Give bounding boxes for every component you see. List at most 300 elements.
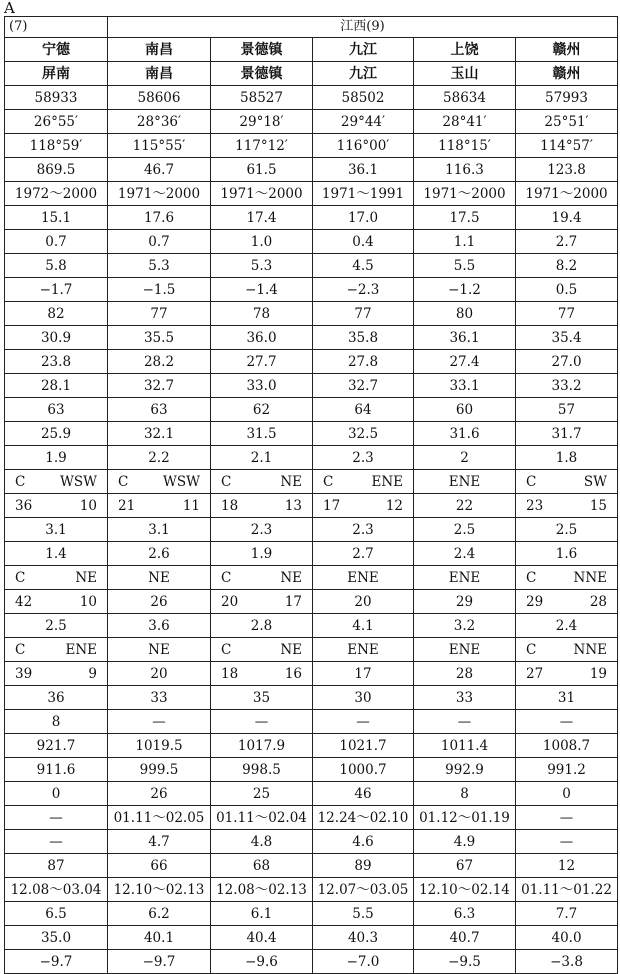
table-cell: 20 xyxy=(313,590,414,614)
cell-pair xyxy=(5,471,107,493)
table-cell: 67 xyxy=(414,854,516,878)
table-cell: 1972～2000 xyxy=(5,182,108,206)
cell-pair xyxy=(5,591,107,613)
cell-pair xyxy=(108,495,210,517)
table-cell: 1.1 xyxy=(414,230,516,254)
table-cell: 1.6 xyxy=(516,542,618,566)
table-cell: 2.4 xyxy=(516,614,618,638)
table-cell: 12.07～03.05 xyxy=(313,878,414,902)
table-row xyxy=(5,494,618,518)
cell-pair xyxy=(5,663,107,685)
table-row xyxy=(5,350,618,374)
cell-part-left: C xyxy=(526,641,537,658)
table-cell: 20 xyxy=(108,662,211,686)
table-cell: 26°55′ xyxy=(5,110,108,134)
cell-part-right: 16 xyxy=(284,665,302,682)
table-row xyxy=(5,398,618,422)
table-cell: 6.2 xyxy=(108,902,211,926)
table-row xyxy=(5,470,618,494)
table-cell: 60 xyxy=(414,398,516,422)
table-cell: — xyxy=(313,710,414,734)
table-cell: 27.7 xyxy=(211,350,313,374)
cell-part-left: 20 xyxy=(221,593,239,610)
cell-pair xyxy=(516,639,617,661)
table-row xyxy=(5,614,618,638)
cell-pair xyxy=(313,471,413,493)
cell-part-right: NE xyxy=(280,473,302,490)
table-cell xyxy=(211,590,313,614)
cell-part-left: 29 xyxy=(526,593,544,610)
table-cell: 32.7 xyxy=(108,374,211,398)
table-cell: 29 xyxy=(414,590,516,614)
table-cell: 33 xyxy=(108,686,211,710)
table-cell: 5.5 xyxy=(414,254,516,278)
table-cell: 32.7 xyxy=(313,374,414,398)
table-cell: 40.0 xyxy=(516,926,618,950)
table-cell: 1.9 xyxy=(211,542,313,566)
table-cell: 58502 xyxy=(313,86,414,110)
table-cell: 12.10～02.13 xyxy=(108,878,211,902)
cell-part-left: 23 xyxy=(526,497,544,514)
table-row xyxy=(5,806,618,830)
table-cell: −7.0 xyxy=(313,950,414,974)
table-row xyxy=(5,302,618,326)
table-cell: 2.1 xyxy=(211,446,313,470)
table-cell: 28°36′ xyxy=(108,110,211,134)
cell-part-left: 36 xyxy=(15,497,33,514)
table-cell: −3.8 xyxy=(516,950,618,974)
table-cell: — xyxy=(108,710,211,734)
table-cell: 12.24～02.10 xyxy=(313,806,414,830)
table-cell: 87 xyxy=(5,854,108,878)
table-cell: 17.5 xyxy=(414,206,516,230)
table-cell: −1.4 xyxy=(211,278,313,302)
table-cell: 77 xyxy=(108,302,211,326)
table-cell: 1971～2000 xyxy=(516,182,618,206)
table-cell: 01.11～01.22 xyxy=(516,878,618,902)
cell-pair xyxy=(5,639,107,661)
cell-part-right: NNE xyxy=(573,641,608,658)
cell-part-right: NE xyxy=(280,641,302,658)
table-row xyxy=(5,374,618,398)
table-cell: −9.6 xyxy=(211,950,313,974)
table-cell xyxy=(211,566,313,590)
cell-pair xyxy=(211,639,312,661)
table-row xyxy=(5,686,618,710)
table-cell: 33 xyxy=(414,686,516,710)
table-cell: 6.1 xyxy=(211,902,313,926)
cell-part-left: 42 xyxy=(15,593,33,610)
table-cell: 2.6 xyxy=(108,542,211,566)
table-cell: 58634 xyxy=(414,86,516,110)
table-cell: 57993 xyxy=(516,86,618,110)
table-cell: 64 xyxy=(313,398,414,422)
table-row xyxy=(5,590,618,614)
table-cell: 15.1 xyxy=(5,206,108,230)
table-cell: 0.7 xyxy=(5,230,108,254)
table-cell: 0.7 xyxy=(108,230,211,254)
table-cell: — xyxy=(516,830,618,854)
corner-letter: A xyxy=(4,0,15,17)
table-row xyxy=(5,542,618,566)
province-cell: 南昌 xyxy=(108,38,211,62)
table-cell: NE xyxy=(108,638,211,662)
table-row xyxy=(5,110,618,134)
table-cell xyxy=(5,662,108,686)
table-cell: 27.8 xyxy=(313,350,414,374)
cell-part-left: 17 xyxy=(323,497,341,514)
table-cell xyxy=(211,494,313,518)
table-cell: 35.0 xyxy=(5,926,108,950)
table-row xyxy=(5,422,618,446)
province-cell: 上饶 xyxy=(414,38,516,62)
table-cell: 2.3 xyxy=(313,446,414,470)
table-cell: 8 xyxy=(414,782,516,806)
table-cell: 31.6 xyxy=(414,422,516,446)
table-cell: 01.11～02.05 xyxy=(108,806,211,830)
table-cell xyxy=(516,638,618,662)
table-cell: −1.5 xyxy=(108,278,211,302)
table-cell xyxy=(516,470,618,494)
table-cell: −9.7 xyxy=(5,950,108,974)
station-cell: 玉山 xyxy=(414,62,516,86)
table-cell: 31.7 xyxy=(516,422,618,446)
table-cell: 4.8 xyxy=(211,830,313,854)
table-cell: ENE xyxy=(313,566,414,590)
table-cell: 1971～1991 xyxy=(313,182,414,206)
cell-pair xyxy=(516,591,617,613)
cell-part-right: 17 xyxy=(284,593,302,610)
cell-pair xyxy=(5,495,107,517)
table-cell: 921.7 xyxy=(5,734,108,758)
table-row xyxy=(5,134,618,158)
cell-part-left: C xyxy=(15,569,26,586)
table-cell: 22 xyxy=(414,494,516,518)
table-cell: 1971～2000 xyxy=(211,182,313,206)
table-cell xyxy=(211,470,313,494)
table-cell: 35.5 xyxy=(108,326,211,350)
cell-pair xyxy=(516,663,617,685)
table-row xyxy=(5,950,618,974)
table-cell: 5.5 xyxy=(313,902,414,926)
table-cell: 58606 xyxy=(108,86,211,110)
table-cell xyxy=(516,494,618,518)
cell-part-left: 39 xyxy=(15,665,33,682)
table-cell xyxy=(5,494,108,518)
table-cell: ENE xyxy=(414,638,516,662)
table-cell: 1019.5 xyxy=(108,734,211,758)
table-cell: 998.5 xyxy=(211,758,313,782)
table-cell: 25 xyxy=(211,782,313,806)
cell-part-right: 13 xyxy=(284,497,302,514)
province-cell: 宁德 xyxy=(5,38,108,62)
province-cell: 九江 xyxy=(313,38,414,62)
table-cell xyxy=(516,662,618,686)
table-cell xyxy=(5,638,108,662)
table-cell: 8 xyxy=(5,710,108,734)
table-cell xyxy=(5,566,108,590)
table-cell: 2.8 xyxy=(211,614,313,638)
table-cell: 5.3 xyxy=(108,254,211,278)
cell-part-right: 9 xyxy=(88,665,97,682)
table-cell xyxy=(5,470,108,494)
table-cell: 82 xyxy=(5,302,108,326)
table-cell: 17.6 xyxy=(108,206,211,230)
cell-pair xyxy=(108,471,210,493)
cell-pair xyxy=(211,567,312,589)
cell-part-left: C xyxy=(221,569,232,586)
table-cell: 31.5 xyxy=(211,422,313,446)
table-cell: 63 xyxy=(108,398,211,422)
station-cell: 南昌 xyxy=(108,62,211,86)
table-cell: 5.3 xyxy=(211,254,313,278)
table-cell xyxy=(313,470,414,494)
table-row xyxy=(5,710,618,734)
table-cell: 118°15′ xyxy=(414,134,516,158)
table-cell: 4.5 xyxy=(313,254,414,278)
table-cell: 4.1 xyxy=(313,614,414,638)
table-cell: 26 xyxy=(108,782,211,806)
table-row xyxy=(5,86,618,110)
table-cell: 33.2 xyxy=(516,374,618,398)
province-row xyxy=(5,38,618,62)
cell-part-right: SW xyxy=(583,473,608,490)
table-cell: 36.1 xyxy=(313,158,414,182)
table-cell: 61.5 xyxy=(211,158,313,182)
table-cell: 116°00′ xyxy=(313,134,414,158)
table-cell: 0.4 xyxy=(313,230,414,254)
table-cell: 991.2 xyxy=(516,758,618,782)
table-cell: 58527 xyxy=(211,86,313,110)
table-cell: — xyxy=(516,806,618,830)
table-cell: 63 xyxy=(5,398,108,422)
table-cell: 116.3 xyxy=(414,158,516,182)
table-cell: 4.9 xyxy=(414,830,516,854)
table-cell: −9.7 xyxy=(108,950,211,974)
table-cell: 33.1 xyxy=(414,374,516,398)
table-cell: 46.7 xyxy=(108,158,211,182)
table-cell: 40.4 xyxy=(211,926,313,950)
table-body xyxy=(5,17,618,974)
table-cell: 19.4 xyxy=(516,206,618,230)
cell-part-left: C xyxy=(323,473,334,490)
cell-part-left: 18 xyxy=(221,665,239,682)
table-cell: 3.1 xyxy=(5,518,108,542)
table-cell: 1011.4 xyxy=(414,734,516,758)
cell-part-left: 18 xyxy=(221,497,239,514)
table-cell: 30 xyxy=(313,686,414,710)
table-cell: 3.1 xyxy=(108,518,211,542)
table-cell: −1.7 xyxy=(5,278,108,302)
table-cell xyxy=(108,494,211,518)
table-row xyxy=(5,854,618,878)
cell-part-right: 28 xyxy=(589,593,608,610)
table-cell: 3.6 xyxy=(108,614,211,638)
cell-part-left: C xyxy=(221,641,232,658)
table-row xyxy=(5,518,618,542)
cell-part-right: 15 xyxy=(589,497,608,514)
table-cell: 12.08～03.04 xyxy=(5,878,108,902)
cell-pair xyxy=(211,663,312,685)
cell-part-right: NNE xyxy=(573,569,608,586)
table-row xyxy=(5,230,618,254)
station-cell: 赣州 xyxy=(516,62,618,86)
cell-part-right: NE xyxy=(280,569,302,586)
table-cell: 1971～2000 xyxy=(414,182,516,206)
table-cell: ENE xyxy=(414,470,516,494)
table-row xyxy=(5,926,618,950)
table-cell: 1008.7 xyxy=(516,734,618,758)
table-cell: 78 xyxy=(211,302,313,326)
table-cell: 68 xyxy=(211,854,313,878)
station-cell: 屏南 xyxy=(5,62,108,86)
cell-part-left: 27 xyxy=(526,665,544,682)
table-cell: 4.6 xyxy=(313,830,414,854)
station-cell: 九江 xyxy=(313,62,414,86)
table-cell: 66 xyxy=(108,854,211,878)
table-cell: 40.3 xyxy=(313,926,414,950)
table-cell: 30.9 xyxy=(5,326,108,350)
table-cell xyxy=(108,470,211,494)
table-cell: 1.9 xyxy=(5,446,108,470)
cell-part-left: C xyxy=(15,473,26,490)
cell-part-right: ENE xyxy=(65,641,97,658)
table-row xyxy=(5,254,618,278)
table-cell: 17.4 xyxy=(211,206,313,230)
table-cell: 12.08～02.13 xyxy=(211,878,313,902)
cell-pair xyxy=(516,567,617,589)
table-row xyxy=(5,830,618,854)
table-row xyxy=(5,326,618,350)
table-cell: ENE xyxy=(414,566,516,590)
group-header-row xyxy=(5,17,618,38)
table-cell: 4.7 xyxy=(108,830,211,854)
table-cell xyxy=(211,638,313,662)
table-cell: 23.8 xyxy=(5,350,108,374)
group-header-province: 江西(9) xyxy=(108,17,618,38)
table-cell: 2 xyxy=(414,446,516,470)
table-cell: 1.4 xyxy=(5,542,108,566)
station-cell: 景德镇 xyxy=(211,62,313,86)
table-cell: 29°44′ xyxy=(313,110,414,134)
cell-part-left: C xyxy=(118,473,129,490)
table-row xyxy=(5,158,618,182)
table-cell: 911.6 xyxy=(5,758,108,782)
table-row xyxy=(5,758,618,782)
cell-part-left: 21 xyxy=(118,497,136,514)
table-cell: 2.5 xyxy=(5,614,108,638)
table-cell xyxy=(211,662,313,686)
table-cell: 28°41′ xyxy=(414,110,516,134)
table-cell: — xyxy=(5,830,108,854)
table-cell xyxy=(313,494,414,518)
table-cell: 57 xyxy=(516,398,618,422)
table-row xyxy=(5,638,618,662)
table-cell: 0 xyxy=(516,782,618,806)
cell-part-right: 19 xyxy=(589,665,608,682)
table-row xyxy=(5,902,618,926)
cell-part-right: 10 xyxy=(79,497,97,514)
climate-data-table xyxy=(4,16,618,974)
table-cell: 01.11～02.04 xyxy=(211,806,313,830)
table-cell: −2.3 xyxy=(313,278,414,302)
table-cell: 40.1 xyxy=(108,926,211,950)
table-cell: ENE xyxy=(313,638,414,662)
table-cell: 2.5 xyxy=(516,518,618,542)
cell-part-left: C xyxy=(526,569,537,586)
table-cell: 77 xyxy=(313,302,414,326)
table-cell: 8.2 xyxy=(516,254,618,278)
table-cell: 123.8 xyxy=(516,158,618,182)
table-cell: 2.7 xyxy=(313,542,414,566)
table-cell: — xyxy=(211,710,313,734)
table-cell: 992.9 xyxy=(414,758,516,782)
table-row xyxy=(5,566,618,590)
table-cell: 28.1 xyxy=(5,374,108,398)
table-cell: — xyxy=(414,710,516,734)
table-cell: 1000.7 xyxy=(313,758,414,782)
cell-part-left: C xyxy=(15,641,26,658)
table-cell: NE xyxy=(108,566,211,590)
cell-pair xyxy=(211,495,312,517)
table-cell: 36.1 xyxy=(414,326,516,350)
table-cell: 35.4 xyxy=(516,326,618,350)
table-cell: 17 xyxy=(313,662,414,686)
table-cell: 2.4 xyxy=(414,542,516,566)
table-cell: 2.2 xyxy=(108,446,211,470)
table-cell: 1.0 xyxy=(211,230,313,254)
table-cell: 29°18′ xyxy=(211,110,313,134)
table-cell: 25°51′ xyxy=(516,110,618,134)
table-cell: 5.8 xyxy=(5,254,108,278)
table-cell: 1021.7 xyxy=(313,734,414,758)
table-row xyxy=(5,662,618,686)
table-row xyxy=(5,182,618,206)
province-cell: 赣州 xyxy=(516,38,618,62)
table-cell: 2.3 xyxy=(313,518,414,542)
cell-pair xyxy=(5,567,107,589)
table-cell: 3.2 xyxy=(414,614,516,638)
table-cell: −9.5 xyxy=(414,950,516,974)
cell-pair xyxy=(211,471,312,493)
cell-pair xyxy=(516,471,617,493)
table-cell: 2.5 xyxy=(414,518,516,542)
table-cell: 0 xyxy=(5,782,108,806)
table-cell xyxy=(516,566,618,590)
table-row xyxy=(5,206,618,230)
table-cell: 0.5 xyxy=(516,278,618,302)
table-row xyxy=(5,734,618,758)
cell-part-right: ENE xyxy=(371,473,403,490)
cell-part-right: 10 xyxy=(79,593,97,610)
table-cell: 33.0 xyxy=(211,374,313,398)
table-cell: 869.5 xyxy=(5,158,108,182)
table-cell: 32.5 xyxy=(313,422,414,446)
table-cell: 6.5 xyxy=(5,902,108,926)
cell-pair xyxy=(516,495,617,517)
cell-part-right: 11 xyxy=(182,497,200,514)
table-cell: 1.8 xyxy=(516,446,618,470)
cell-pair xyxy=(313,495,413,517)
table-row xyxy=(5,878,618,902)
table-cell: 28.2 xyxy=(108,350,211,374)
cell-part-right: 12 xyxy=(385,497,403,514)
table-cell xyxy=(516,590,618,614)
table-cell: 1017.9 xyxy=(211,734,313,758)
table-cell: 58933 xyxy=(5,86,108,110)
table-cell: 117°12′ xyxy=(211,134,313,158)
table-cell: 89 xyxy=(313,854,414,878)
